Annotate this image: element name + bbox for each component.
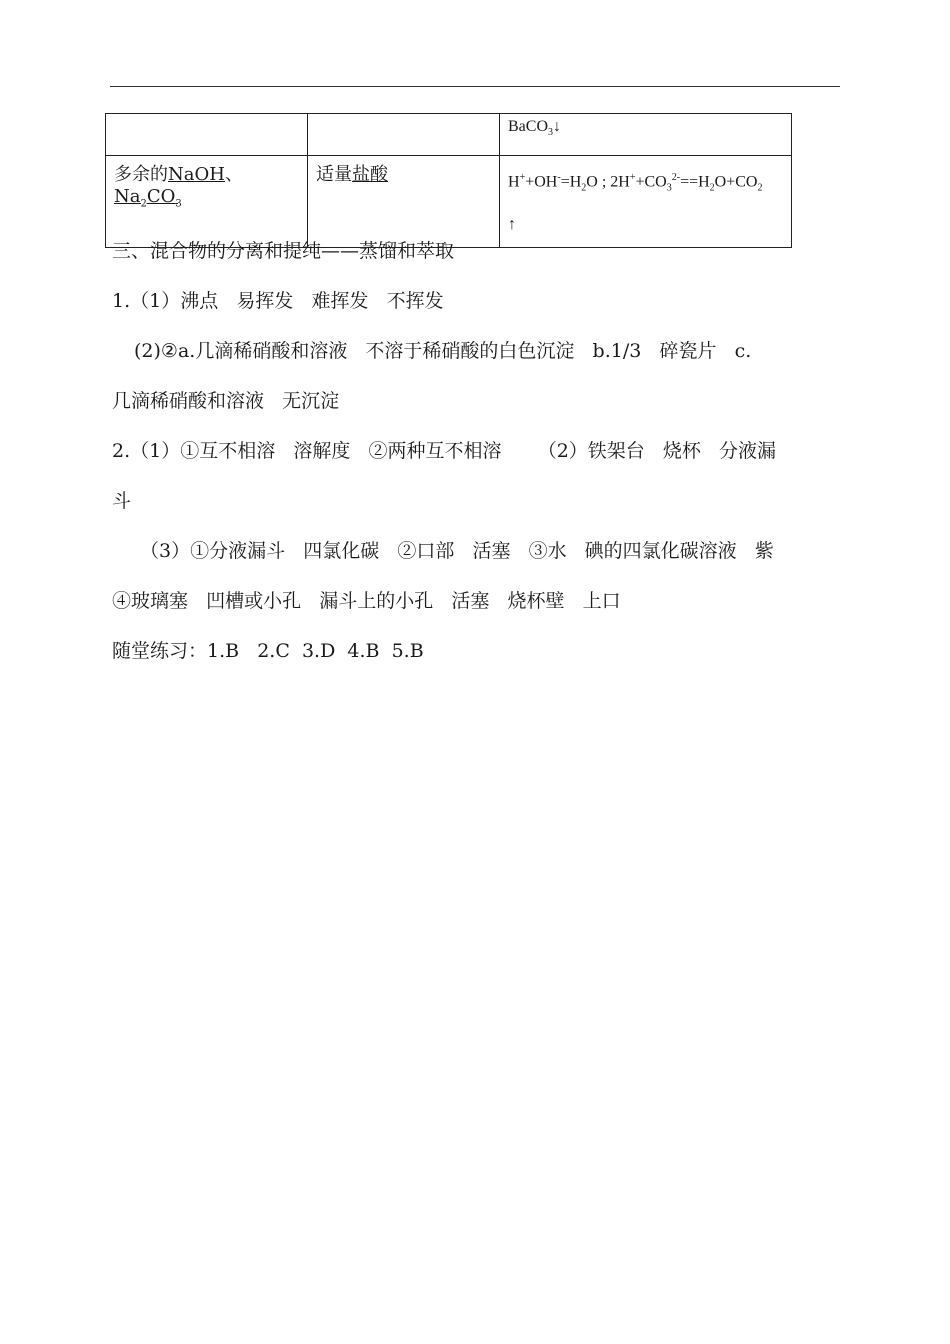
answer-text xyxy=(112,238,834,688)
table-cell xyxy=(106,156,308,248)
table-cell xyxy=(500,114,792,156)
formula-text: O ; 2H xyxy=(586,173,630,191)
answer-table xyxy=(105,113,792,248)
answer-line: 几滴稀硝酸和溶液 无沉淀 xyxy=(112,390,340,412)
cell-text: 多余的 xyxy=(114,164,168,185)
formula-text: =H xyxy=(560,173,582,191)
answer-line: 斗 xyxy=(112,490,132,512)
cell-text: 盐酸 xyxy=(352,164,388,185)
subscript: 3 xyxy=(666,182,672,194)
formula-text: H xyxy=(508,173,520,191)
answer-line: 1.（1）沸点 易挥发 难挥发 不挥发 xyxy=(112,290,444,312)
table-row xyxy=(106,114,792,156)
practice-answers: 随堂练习：1.B 2.C 3.D 4.B 5.B xyxy=(112,640,424,662)
subscript: 2 xyxy=(757,182,763,194)
superscript: - xyxy=(557,172,561,183)
subscript: 2 xyxy=(581,182,587,194)
table-cell xyxy=(308,156,500,248)
formula-text: +OH xyxy=(525,173,558,191)
superscript: + xyxy=(519,172,526,183)
cell-text: 适量 xyxy=(316,164,352,185)
table-row xyxy=(106,156,792,248)
cell-text: Na xyxy=(114,186,141,207)
superscript: + xyxy=(629,172,636,183)
up-arrow-icon: ↑ xyxy=(508,215,516,233)
cell-text: CO xyxy=(146,186,176,207)
answer-line: (2)②a.几滴稀硝酸和溶液 不溶于稀硝酸的白色沉淀 b.1/3 碎瓷片 c. xyxy=(134,340,752,362)
formula-text: O+CO xyxy=(714,173,758,191)
answer-line: ④玻璃塞 凹槽或小孔 漏斗上的小孔 活塞 烧杯壁 上口 xyxy=(112,590,621,612)
formula-text: ==H xyxy=(680,173,710,191)
formula-text: BaCO xyxy=(508,118,548,135)
header-rule xyxy=(110,86,840,87)
formula-text: +CO xyxy=(635,173,667,191)
subscript: 2 xyxy=(709,182,715,194)
subscript: 2 xyxy=(140,198,147,210)
cell-text: NaOH xyxy=(168,164,225,185)
subscript: 3 xyxy=(175,198,182,210)
cell-text: 、 xyxy=(224,164,243,185)
subscript: 3 xyxy=(548,127,553,139)
table-cell xyxy=(500,156,792,248)
table-cell xyxy=(308,114,500,156)
down-arrow-icon: ↓ xyxy=(553,118,561,135)
answer-line: （3）①分液漏斗 四氯化碳 ②口部 活塞 ③水 碘的四氯化碳溶液 紫 xyxy=(140,540,774,562)
table-cell xyxy=(106,114,308,156)
section-heading: 三、混合物的分离和提纯——蒸馏和萃取 xyxy=(112,240,455,262)
superscript: 2- xyxy=(671,172,681,183)
answer-line: 2.（1）①互不相溶 溶解度 ②两种互不相溶 （2）铁架台 烧杯 分液漏 xyxy=(112,440,777,462)
